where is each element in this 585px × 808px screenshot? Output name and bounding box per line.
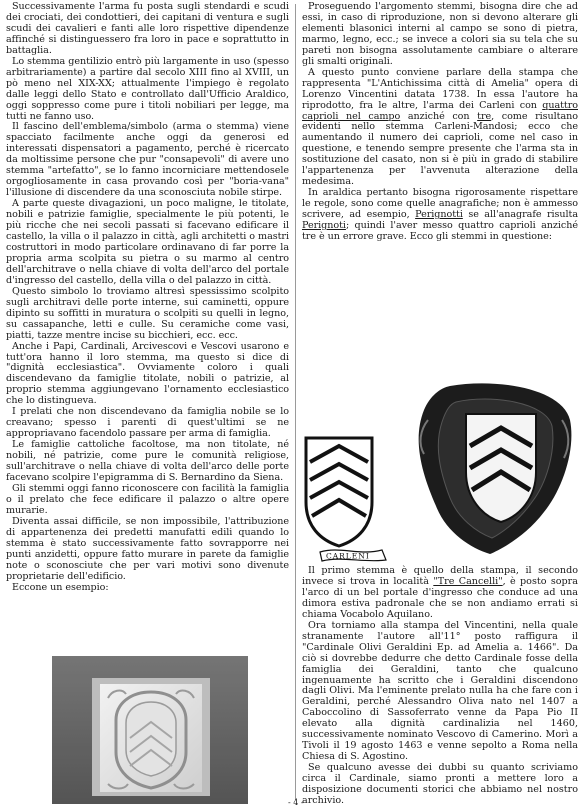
underlined-tre: tre — [477, 110, 492, 122]
right-p3-text-c: ; quindi l'aver messo quattro caprioli anziché tre è un errore grave. Ecco gli stemmi in questione: — [302, 220, 578, 243]
right-paragraph-4 — [302, 566, 578, 621]
carleni-shield-print — [306, 438, 386, 561]
right-paragraph-6: Se qualcuno avesse dei dubbi su quanto scriviamo circa il Cardinale, siamo pronti a mettere loro a disposizione documenti storici che abbiamo nel nostro archivio. — [302, 762, 578, 807]
column-divider — [295, 4, 296, 800]
right-paragraph-1: Proseguendo l'argomento stemmi, bisogna dire che ad essi, in caso di riproduzione, non si devono alterare gli elementi blasonici interni al campo se sono di pietra, marmo, legno, ecc.; se invece a colori sia su tela che su pareti non bisogna assolutamente cambiare o alterare gli smalti originali. — [302, 1, 578, 67]
left-paragraph-5: Questo simbolo lo troviamo altresì spessissimo scolpito sugli architravi delle porte interne, sui caminetti, oppure dipinto su soffitti in muratura o scolpiti su quelli in legno, su cassapanche, letti e culle. Su ceramiche come vasi, piatti, tazze mentre incise su bicchieri, ecc. ecc. — [6, 285, 289, 341]
left-paragraph-3: Il fascino dell'emblema/simbolo (arma o stemma) viene spacciato facilmente anche oggi da generosi ed interessati dispensatori a pagamento, perché è ricercato da moltissime persone che pur "consapevoli" di avere uno stemma "artefatto", se lo fanno incorniciare mettendosele orgogliosamente in casa provando così per "boria-vana" l'illusione di discendere da una sconosciuta nobile stirpe. — [6, 121, 289, 199]
right-p4-text-a: Il primo stemma è quello della stampa, il secondo invece si trova in località — [302, 565, 578, 587]
right-p4-text-b: , è posto sopra l'arco di un bel portale d'ingresso che conduce ad una dimora estiva padronale che se non andiamo errati si chiama Vocabolo Aquilano. — [302, 575, 578, 620]
right-paragraph-5: Ora torniamo alla stampa del Vincentini, nella quale stranamente l'autore all'11° posto raffigura il "Cardinale Olivi Geraldini Ep. ad Amelia a. 1466". Da ciò si dovrebbe dedurre che detto Cardinale fosse della famiglia dei Geraldini, tanto che qualcuno ingenuamente ha scritto che i Geraldini discendono dagli Olivi. Ma l'eminente prelato nulla ha che fare con i Geraldini, perché Alessandro Oliva nato nel 1407 a Caboccolino di Sassoferrato venne da Papa Pio II elevato alla dignità cardinalizia nel 1460, successivamente nominato Vescovo di Camerino. Morì a Tivoli il 19 agosto 1463 e venne sepolto a Roma nella Chiesa di S. Agostino. — [302, 619, 578, 763]
left-paragraph-10: Diventa assai difficile, se non impossibile, l'attribuzione di appartenenza dei predetti manufatti edili quando lo stemma è stato successivamente fatto sovrapporre nei punti anzidetti, oppure fatto murare in parete da famiglie note o sconosciute che per vari motivi sono divenute proprietarie dell'edificio. — [6, 515, 289, 582]
right-p2-text-b: anziché con — [400, 110, 478, 122]
left-paragraph-9: Gli stemmi oggi fanno riconoscere con facilità la famiglia o il prelato che fece edificare il palazzo o altre opere murarie. — [6, 482, 289, 516]
carleni-coats-of-arms-figure — [300, 380, 578, 563]
right-p3-text-b: se all'anagrafe risulta — [462, 209, 578, 221]
right-paragraph-2 — [302, 68, 578, 188]
ribbon-label: CARLENI — [326, 551, 370, 561]
right-column — [302, 2, 578, 243]
left-paragraph-7: I prelati che non discendevano da famiglia nobile se lo creavano; spesso i parenti di quest'ultimi se ne appropriavano facendolo passare per arma di famiglia. — [6, 406, 289, 440]
left-paragraph-1: Successivamente l'arma fu posta sugli stendardi e scudi dei crociati, dei condottieri, dei capitani di ventura e sugli scudi dei cavalieri e fanti alle loro rispettive dipendenze affinché si distinguessero fra loro in pace e soprattutto in battaglia. — [6, 1, 289, 56]
wall-coat-of-arms-photo — [52, 656, 248, 804]
left-paragraph-11: Eccone un esempio: — [12, 581, 109, 593]
underlined-perignoti: Perignoti — [302, 220, 346, 232]
left-column — [6, 2, 289, 593]
tre-cancelli-cartouche — [419, 383, 572, 554]
left-paragraph-4: A parte queste divagazioni, un poco maligne, le titolate, nobili e patrizie famiglie, specialmente le più potenti, le più ricche che nei secoli passati si facevano edificare il castello, la villa o il palazzo in città, agli architetti o mastri costruttori in modo particolare ordinavano di far porre la propria arma scolpita su pietra o su marmo al centro dell'architrave o nella chiave di volta dell'arco del portale d'ingresso del castello, della villa o del palazzo in città. — [6, 198, 289, 286]
right-p3-text-a: In araldica pertanto bisogna rigorosamente rispettare le regole, sono come quelle anagrafiche; non è ammesso scrivere, ad esempio, — [302, 187, 578, 221]
right-p2-text-c: , come risultano evidenti nello stemma Carleni-Mandosi; ecco che aumentando il numero dei caprioli, come nel caso in questione, e tenendo sempre presente che l'arma sta in sostituzione del casato, non si è più in grado di stabilire l'appartenenza per l'avvenuta alterazione della medesima. — [302, 110, 578, 188]
right-column-lower — [302, 566, 578, 807]
left-paragraph-2: Lo stemma gentilizio entrò più largamente in uso (spesso arbitrariamente) a partire dal secolo XIII fino al XVIII, un pò meno nel XIX-XX; attualmente l'impiego è regolato dalle leggi dello Stato e controllato dall'Ufficio Araldico, oggi soppresso come pure i titoli nobiliari per legge, ma tutti ne fanno uso. — [6, 55, 289, 122]
right-paragraph-3 — [302, 188, 578, 243]
underlined-tre-cancelli: "Tre Cancelli" — [433, 575, 503, 587]
left-paragraph-6: Anche i Papi, Cardinali, Arcivescovi e Vescovi usarono e tutt'ora hanno il loro stemma, ma questo si dice di "dignità ecclesiastica". Ovviamente coloro i quali discendevano da famiglie titolate, nobili o patrizie, al proprio stemma aggiungevano l'ornamento ecclesiastico che lo distingueva. — [6, 340, 289, 407]
underlined-perignotti: Perignotti — [415, 209, 463, 221]
left-paragraph-8: Le famiglie cattoliche facoltose, ma non titolate, né nobili, né patrizie, come pure le comunità religiose, sull'architrave o nella chiave di volta dell'arco delle porte facevano scolpire l'epigramma di S. Bernardino da Siena. — [6, 439, 289, 483]
page-number: - 4 - — [288, 798, 304, 807]
right-p2-text-a: A questo punto conviene parlare della stampa che rappresenta "L'Antichissima città di Amelia" opera di Lorenzo Vincentini datata 1738. In essa l'autore ha riprodotto, fra le altre, l'arma dei Carleni con — [302, 66, 578, 111]
underlined-quattro-caprioli: quattro caprioli nel campo — [302, 99, 578, 122]
